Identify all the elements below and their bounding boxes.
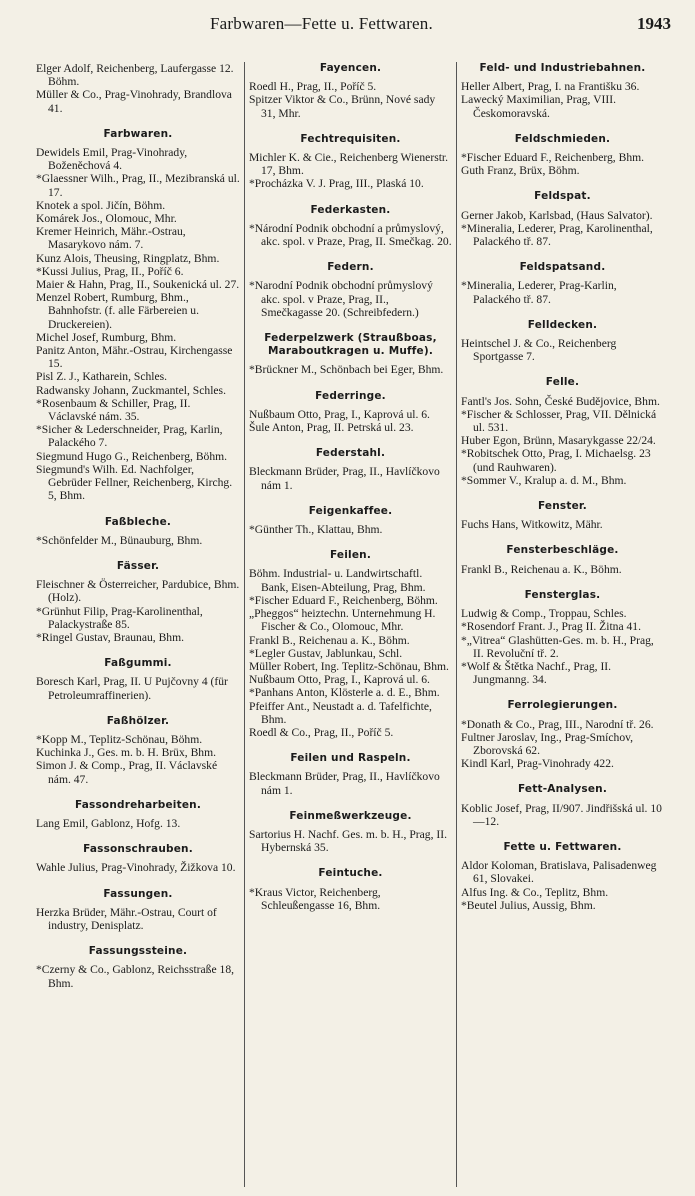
- directory-entry: *Glaessner Wilh., Prag, II., Mezibranská ul. 17.: [36, 172, 240, 199]
- directory-entry: „Pheggos“ heiztechn. Unternehmung H. Fischer & Co., Olomouc, Mhr.: [249, 607, 436, 634]
- directory-entry: *Donath & Co., Prag, III., Narodní tř. 26.: [461, 717, 654, 731]
- directory-entry: Alfus Ing. & Co., Teplitz, Bhm.: [461, 885, 609, 899]
- section-heading: Feilen und Raspeln.: [290, 752, 411, 765]
- directory-entry: Knotek a spol. Jičín, Böhm.: [36, 198, 166, 212]
- directory-entry: Nußbaum Otto, Prag, I., Kaprová ul. 6.: [249, 673, 430, 687]
- directory-entry: Kindl Karl, Prag-Vinohrady 422.: [461, 757, 614, 771]
- section-heading: Federpelzwerk (Straußboas, Maraboutkragen u. Muffe).: [264, 332, 437, 358]
- directory-entry: *Rosenbaum & Schiller, Prag, II. Václavské nám. 35.: [36, 396, 191, 424]
- directory-entry: *Kraus Victor, Reichenberg, Schleußengasse 16, Bhm.: [249, 885, 381, 912]
- directory-entry: *Brückner M., Schönbach bei Eger, Bhm.: [249, 363, 444, 377]
- directory-entry: Gerner Jakob, Karlsbad, (Haus Salvator).: [461, 208, 653, 222]
- directory-entry: Müller & Co., Prag-Vinohrady, Brandlova 41.: [36, 88, 232, 115]
- directory-entry: *Procházka V. J. Prag, III., Plaská 10.: [249, 177, 424, 191]
- directory-entry: *Fischer Eduard F., Reichenberg, Bhm.: [461, 151, 645, 165]
- directory-entry: *Wolf & Štětka Nachf., Prag, II. Jungmanng. 34.: [461, 659, 612, 687]
- directory-entry: *Schönfelder M., Bünauburg, Bhm.: [36, 533, 203, 547]
- directory-entry: Roedl H., Prag, II., Poříč 5.: [249, 80, 377, 94]
- column-middle: [244, 62, 456, 1187]
- directory-entry: Šule Anton, Prag, II. Petrská ul. 23.: [249, 421, 414, 435]
- directory-entry: Sartorius H. Nachf. Ges. m. b. H., Prag, II. Hybernská 35.: [249, 827, 448, 855]
- section-heading: Feldschmieden.: [514, 132, 611, 145]
- section-heading: Feldspat.: [534, 190, 591, 203]
- directory-entry: *Panhans Anton, Klösterle a. d. E., Bhm.: [249, 686, 440, 700]
- directory-entry: *Rosendorf Frant. J., Prag II. Žitna 41.: [461, 620, 641, 634]
- directory-entry: *Kussi Julius, Prag, II., Poříč 6.: [36, 264, 184, 278]
- directory-entry: Kunz Alois, Theusing, Ringplatz, Bhm.: [36, 251, 220, 265]
- section-heading: Feld- und Industriebahnen.: [479, 62, 646, 74]
- section-heading: Fässer.: [116, 559, 160, 572]
- directory-entry: *Beutel Julius, Aussig, Bhm.: [461, 898, 596, 912]
- directory-entry: *Narodní Podnik obchodní průmyslový akc. spol. v Praze, Prag, II., Smečkagasse 20. (Schreibfedern.): [249, 279, 433, 319]
- directory-entry: *Fischer & Schlosser, Prag, VII. Dělnická ul. 531.: [461, 407, 657, 435]
- section-heading: Feilen.: [329, 549, 372, 562]
- directory-entry: Heller Albert, Prag, I. na Františku 36.: [461, 80, 640, 94]
- column-left: [32, 62, 244, 1187]
- directory-entry: Müller Robert, Ing. Teplitz-Schönau, Bhm.: [249, 659, 449, 673]
- directory-entry: Michler K. & Cie., Reichenberg Wienerstr. 17, Bhm.: [249, 151, 449, 178]
- directory-entry: Lawecký Maximilian, Prag, VIII. Českomoravská.: [461, 93, 616, 120]
- directory-entry: Dewidels Emil, Prag-Vinohrady, Boženěchová 4.: [36, 146, 188, 173]
- directory-entry: Siegmund's Wilh. Ed. Nachfolger, Gebrüder Fellner, Reichenberg, Kirchg. 5, Bhm.: [36, 462, 233, 503]
- directory-entry: Roedl & Co., Prag, II., Poříč 5.: [249, 725, 394, 739]
- directory-entry: Maier & Hahn, Prag, II., Soukenická ul. 27.: [36, 278, 240, 292]
- directory-entry: Fleischner & Österreicher, Pardubice, Bhm. (Holz).: [36, 578, 240, 605]
- directory-entry: Fantl's Jos. Sohn, České Budějovice, Bhm.: [461, 394, 660, 408]
- section-heading: Fenster.: [537, 500, 587, 513]
- section-heading: Federringe.: [315, 389, 386, 402]
- directory-entry: *Mineralia, Lederer, Prag, Karolinenthal, Palackého tř. 87.: [461, 221, 653, 249]
- section-heading: Faßbleche.: [104, 515, 172, 528]
- directory-entry: Elger Adolf, Reichenberg, Laufergasse 12. Böhm.: [36, 62, 234, 89]
- directory-entry: Komárek Jos., Olomouc, Mhr.: [36, 212, 177, 226]
- section-heading: Fayencen.: [319, 62, 382, 74]
- directory-entry: *Ringel Gustav, Braunau, Bhm.: [36, 630, 185, 644]
- section-heading: Fett-Analysen.: [517, 783, 608, 796]
- section-heading: Feigenkaffee.: [308, 504, 393, 517]
- section-heading: Federn.: [327, 261, 374, 274]
- directory-entry: *Robitschek Otto, Prag, I. Michaelsg. 23 (und Rauhwaren).: [461, 447, 651, 474]
- directory-entry: Spitzer Viktor & Co., Brünn, Nové sady 31, Mhr.: [249, 93, 436, 120]
- section-heading: Fensterbeschläge.: [506, 544, 619, 557]
- section-heading: Feintuche.: [318, 867, 383, 880]
- directory-entry: Nußbaum Otto, Prag, I., Kaprová ul. 6.: [249, 407, 430, 421]
- section-heading: Feinmeßwerkzeuge.: [289, 809, 412, 822]
- page-number: 1943: [637, 14, 671, 33]
- directory-entry: Menzel Robert, Rumburg, Bhm., Bahnhofstr. (f. alle Färbereien u. Druckereien).: [36, 291, 199, 331]
- directory-entry: *Grünhut Filip, Prag-Karolinenthal, Palackystraße 85.: [36, 604, 203, 631]
- directory-entry: Simon J. & Comp., Prag, II. Václavské nám. 47.: [36, 759, 218, 786]
- section-heading: Fette u. Fettwaren.: [503, 840, 622, 853]
- directory-entry: Ludwig & Comp., Troppau, Schles.: [461, 607, 627, 621]
- section-heading: Ferrolegierungen.: [507, 699, 618, 712]
- directory-entry: *Fischer Eduard F., Reichenberg, Böhm.: [249, 593, 438, 607]
- directory-entry: *Kopp M., Teplitz-Schönau, Böhm.: [36, 732, 203, 746]
- directory-entry: Radwansky Johann, Zuckmantel, Schles.: [36, 383, 226, 397]
- directory-entry: Wahle Julius, Prag-Vinohrady, Žižkova 10.: [36, 861, 236, 875]
- directory-columns: [32, 62, 668, 1187]
- directory-entry: *Národní Podnik obchodní a průmyslový, akc. spol. v Praze, Prag, II. Smečkag. 20.: [249, 221, 452, 249]
- directory-entry: Böhm. Industrial- u. Landwirtschaftl. Bank, Eisen-Abteilung, Prag, Bhm.: [249, 567, 426, 594]
- page-title: Farbwaren—Fette u. Fettwaren.: [210, 14, 433, 33]
- section-heading: Federkasten.: [310, 203, 391, 216]
- directory-entry: *Legler Gustav, Jablunkau, Schl.: [249, 646, 403, 660]
- directory-entry: Aldor Koloman, Bratislava, Palisadenweg 61, Slovakei.: [461, 859, 657, 886]
- directory-entry: Heintschel J. & Co., Reichenberg Sportgasse 7.: [461, 337, 617, 364]
- section-heading: Fassungen.: [103, 887, 173, 900]
- directory-entry: Frankl B., Reichenau a. K., Böhm.: [249, 633, 410, 647]
- directory-entry: Michel Josef, Rumburg, Bhm.: [36, 330, 177, 344]
- section-heading: Fechtrequisiten.: [300, 132, 401, 145]
- section-heading: Felle.: [545, 376, 580, 389]
- directory-entry: *Günther Th., Klattau, Bhm.: [249, 523, 383, 537]
- directory-entry: Lang Emil, Gablonz, Hofg. 13.: [36, 816, 181, 830]
- directory-entry: Koblic Josef, Prag, II/907. Jindřišská ul. 10—12.: [461, 801, 662, 828]
- directory-entry: Bleckmann Brüder, Prag, II., Havlíčkovo nám 1.: [249, 770, 440, 797]
- directory-entry: Pisl Z. J., Katharein, Schles.: [36, 370, 168, 384]
- section-heading: Feldspatsand.: [519, 261, 606, 274]
- section-heading: Faßgummi.: [104, 657, 172, 670]
- directory-entry: Guth Franz, Brüx, Böhm.: [461, 164, 580, 178]
- directory-entry: *„Vitrea“ Glashütten-Ges. m. b. H., Prag, II. Revoluční tř. 2.: [461, 633, 654, 660]
- directory-entry: Siegmund Hugo G., Reichenberg, Böhm.: [36, 449, 228, 463]
- directory-entry: Kremer Heinrich, Mähr.-Ostrau, Masarykovo nám. 7.: [36, 225, 186, 252]
- section-heading: Federstahl.: [315, 447, 386, 460]
- directory-entry: Panitz Anton, Mähr.-Ostrau, Kirchengasse 15.: [36, 344, 233, 371]
- directory-entry: *Czerny & Co., Gablonz, Reichsstraße 18, Bhm.: [36, 963, 235, 990]
- directory-entry: Pfeiffer Ant., Neustadt a. d. Tafelfichte, Bhm.: [249, 699, 432, 726]
- directory-entry: *Sicher & Lederschneider, Prag, Karlin, Palackého 7.: [36, 423, 223, 450]
- directory-entry: Herzka Brüder, Mähr.-Ostrau, Court of industry, Denisplatz.: [36, 905, 217, 932]
- directory-entry: Fultner Jaroslav, Ing., Prag-Smíchov, Zborovská 62.: [461, 730, 634, 757]
- directory-entry: Fuchs Hans, Witkowitz, Mähr.: [461, 518, 603, 532]
- section-heading: Fassondreharbeiten.: [74, 798, 202, 811]
- section-heading: Fensterglas.: [524, 588, 601, 601]
- page-header: [0, 14, 695, 42]
- directory-entry: Boresch Karl, Prag, II. U Pujčovny 4 (für Petroleumraffinerien).: [36, 675, 228, 702]
- directory-entry: Frankl B., Reichenau a. K., Böhm.: [461, 562, 622, 576]
- section-heading: Fassonschrauben.: [83, 843, 193, 856]
- directory-entry: Kuchinka J., Ges. m. b. H. Brüx, Bhm.: [36, 746, 217, 760]
- directory-entry: Bleckmann Brüder, Prag, II., Havlíčkovo nám 1.: [249, 465, 440, 492]
- section-heading: Felldecken.: [527, 318, 598, 331]
- directory-entry: *Mineralia, Lederer, Prag-Karlin, Palackého tř. 87.: [461, 279, 617, 306]
- column-right: [456, 62, 668, 1187]
- section-heading: Farbwaren.: [103, 127, 173, 140]
- section-heading: Fassungssteine.: [88, 945, 188, 958]
- directory-entry: Huber Egon, Brünn, Masarykgasse 22/24.: [461, 434, 656, 448]
- directory-entry: *Sommer V., Kralup a. d. M., Bhm.: [461, 473, 627, 487]
- section-heading: Faßhölzer.: [106, 714, 170, 727]
